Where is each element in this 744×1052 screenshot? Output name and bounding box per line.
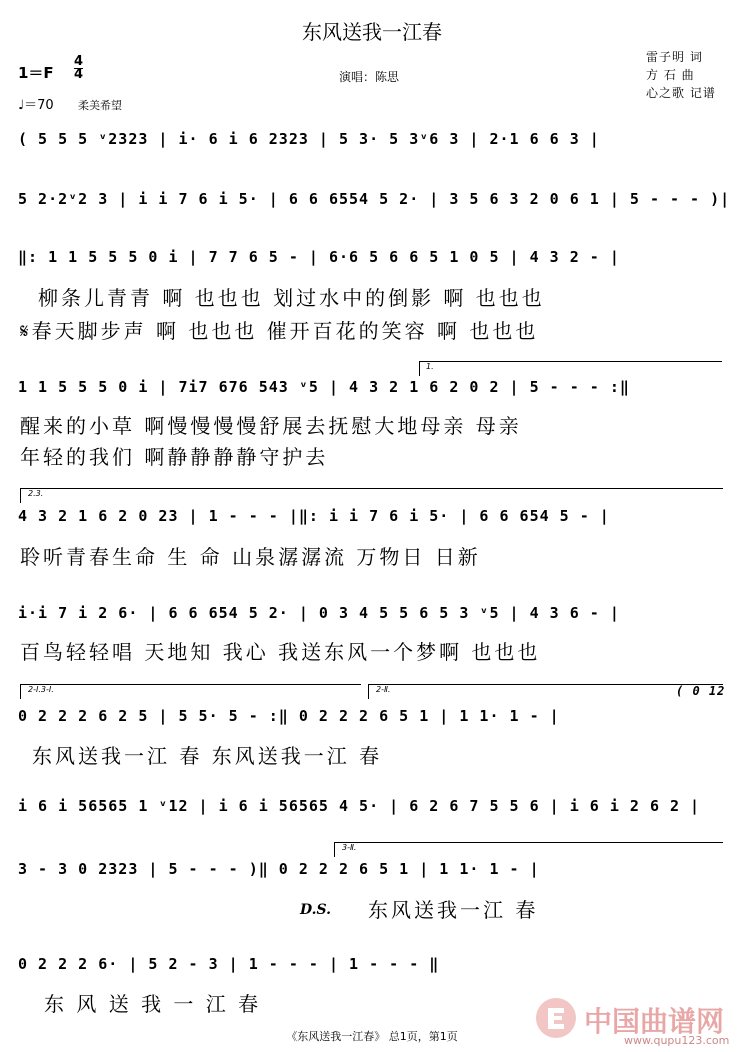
volta-23-label: 2.3.: [28, 489, 44, 498]
notation-line-6: i·i 7 i 2 6· | 6 6 654 5 2· | 0 3 4 5 5 6 5 3 ᵛ5 | 4 3 6 - |: [18, 604, 620, 622]
volta-3-2: [334, 842, 723, 857]
credit-transcriber: 心之歌 记谱: [646, 86, 716, 100]
volta-1-label: 1.: [426, 362, 434, 371]
lyric-line-9: 东风送我一江 春: [368, 898, 539, 922]
volta-2-1-label: 2-Ⅰ.3-Ⅰ.: [28, 685, 54, 694]
volta-2-2: [368, 684, 726, 699]
dal-segno-mark: D.S.: [300, 902, 332, 918]
credit-lyricist: 雷子明 词: [646, 50, 703, 64]
watermark-url: www.qupu123.com: [624, 1034, 730, 1047]
page-footer: 《东风送我一江春》 总1页，第1页: [286, 1030, 458, 1043]
notation-line-8: i 6 i 56565 1 ᵛ12 | i 6 i 56565 4 5· | 6 2 6 7 5 5 6 | i 6 i 2 6 2 |: [18, 797, 701, 815]
notation-line-10: 0 2 2 2 6· | 5 2 - 3 | 1 - - - | 1 - - - ‖: [18, 955, 440, 973]
credit-composer: 方 石 曲: [646, 68, 695, 82]
tempo-mark: ♩＝70: [18, 98, 54, 113]
intro-pickup: ( 0 12: [676, 684, 726, 698]
notation-line-3: ‖: 1 1 5 5 5 0 i | 7 7 6 5 - | 6·6 5 6 6 5 1 0 5 | 4 3 2 - |: [18, 248, 620, 266]
style-mark: 柔美希望: [78, 99, 122, 112]
volta-2-2-label: 2-Ⅱ.: [376, 685, 391, 694]
notation-line-9: 3 - 3 0 2323 | 5 - - - )‖ 0 2 2 2 6 5 1 | 1 1· 1 - |: [18, 860, 540, 878]
key-signature: 1＝F: [18, 64, 54, 82]
volta-1: [419, 361, 722, 376]
notation-line-2: 5 2·2ᵛ2 3 | i i 7 6 i 5· | 6 6 6554 5 2· | 3 5 6 3 2 0 6 1 | 5 - - - )|: [18, 190, 731, 208]
notation-line-5: 4 3 2 1 6 2 0 23 | 1 - - - |‖: i i 7 6 i 5· | 6 6 654 5 - |: [18, 507, 610, 525]
volta-23: [20, 488, 723, 503]
lyric-line-4b: 年轻的我们 啊静静静静守护去: [20, 445, 329, 469]
notation-line-4: 1 1 5 5 5 0 i | 7i7 676 543 ᵛ5 | 4 3 2 1 6 2 0 2 | 5 - - - :‖: [18, 378, 630, 396]
notation-line-1: ( 5 5 5 ᵛ2323 | i· 6 i 6 2323 | 5 3· 5 3ᵛ6 3 | 2·1 6 6 3 |: [18, 130, 600, 148]
watermark-name: 中国曲谱网: [584, 1005, 725, 1038]
lyric-line-7: 东风送我一江 春 东风送我一江 春: [32, 744, 383, 768]
lyric-line-3b: 𝄋春天脚步声 啊 也也也 催开百花的笑容 啊 也也也: [20, 319, 539, 343]
volta-3-2-label: 3-Ⅱ.: [342, 843, 357, 852]
notation-line-7: 0 2 2 2 6 2 5 | 5 5· 5 - :‖ 0 2 2 2 6 5 1 | 1 1· 1 - |: [18, 707, 560, 725]
lyric-line-3a: 柳条儿青青 啊 也也也 划过水中的倒影 啊 也也也: [38, 286, 545, 310]
lyric-line-4a: 醒来的小草 啊慢慢慢慢舒展去抚慰大地母亲 母亲: [20, 414, 522, 438]
page-title: 东风送我一江春: [302, 20, 442, 44]
lyric-line-5: 聆听青春生命 生 命 山泉潺潺流 万物日 日新: [20, 545, 481, 569]
lyric-line-10: 东 风 送 我 一 江 春: [44, 992, 262, 1016]
volta-2-1: [20, 684, 361, 699]
singer: 演唱：陈思: [339, 70, 400, 84]
time-signature: 4 4: [74, 54, 84, 82]
lyric-line-6: 百鸟轻轻唱 天地知 我心 我送东风一个梦啊 也也也: [20, 640, 541, 664]
